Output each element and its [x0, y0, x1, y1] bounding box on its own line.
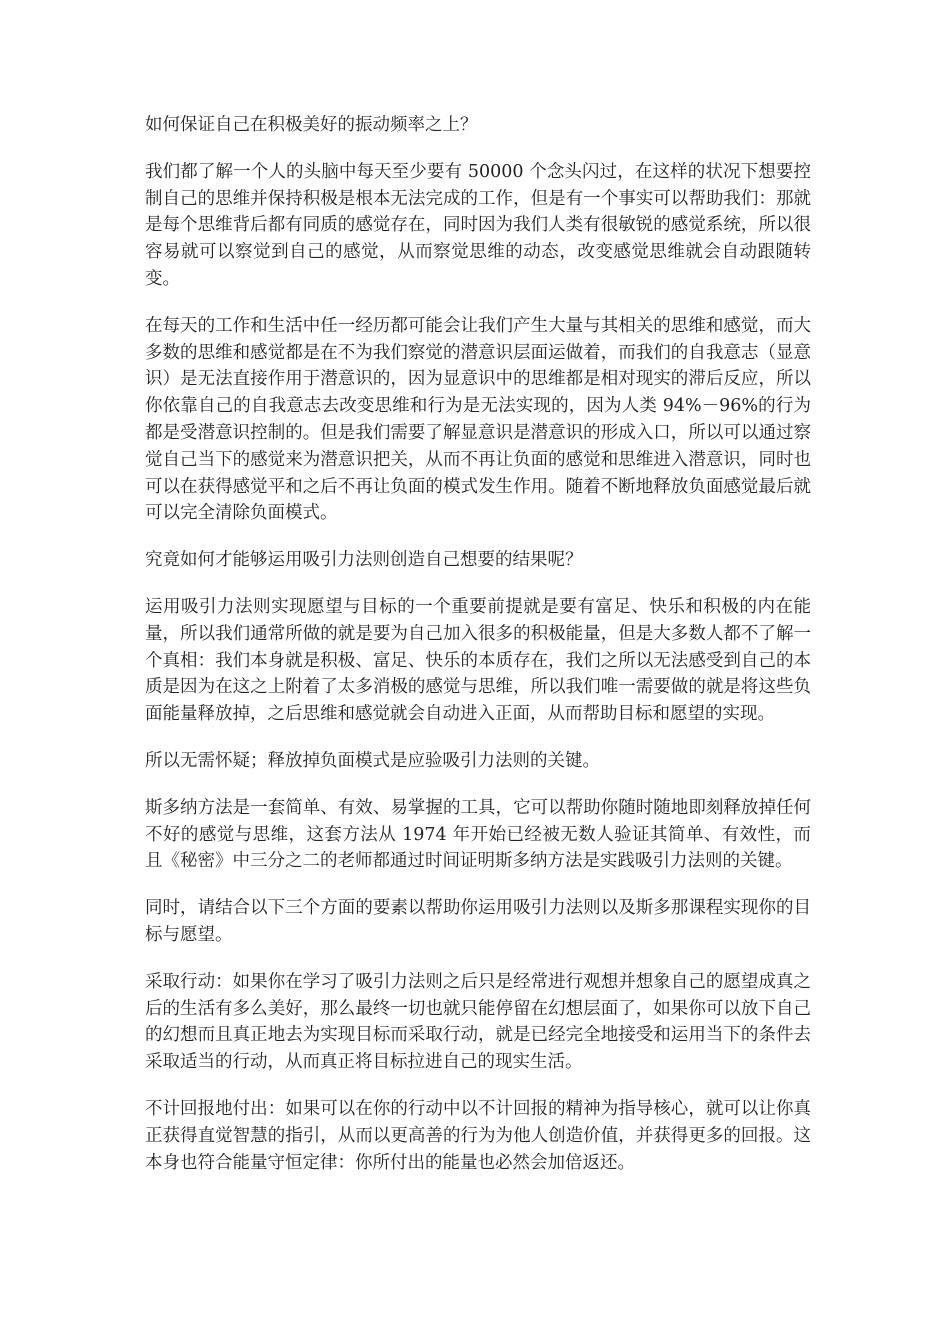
paragraph-give-unconditionally: 不计回报地付出：如果可以在你的行动中以不计回报的精神为指导核心，就可以让你真正获得直觉智慧的指引，从而以更高善的行为为他人创造价值，并获得更多的回报。这本身也符合能量守恒定律：你所付出的能量也必然会加倍返还。 — [145, 1098, 811, 1173]
question-heading-law-of-attraction: 究竟如何才能够运用吸引力法则创造自己想要的结果呢？ — [145, 550, 583, 571]
paragraph-release-key: 所以无需怀疑；释放掉负面模式是应验吸引力法则的关键。 — [145, 750, 600, 771]
paragraph-take-action: 采取行动：如果你在学习了吸引力法则之后只是经常进行观想并想象自己的愿望成真之后的生活有多么美好，那么最终一切也就只能停留在幻想层面了，如果你可以放下自己的幻想而且真正地去为实现目标而采取行动，就是已经完全地接受和运用当下的条件去采取适当的行动，从而真正将目标拉进自己的现实生活。 — [145, 971, 811, 1073]
document-body — [145, 112, 811, 1196]
paragraph-thoughts-feelings: 我们都了解一个人的头脑中每天至少要有 50000 个念头闪过，在这样的状况下想要控制自己的思维并保持积极是根本无法完成的工作，但是有一个事实可以帮助我们：那就是每个思维背后都有同质的感觉存在，同时因为我们人类有很敏锐的感觉系统，所以很容易就可以察觉到自己的感觉，从而察觉思维的动态，改变感觉思维就会自动跟随转变。 — [145, 161, 811, 289]
paragraph-subconscious: 在每天的工作和生活中任一经历都可能会让我们产生大量与其相关的思维和感觉，而大多数的思维和感觉都是在不为我们察觉的潜意识层面运做着，而我们的自我意志（显意识）是无法直接作用于潜意识的，因为显意识中的思维都是相对现实的滞后反应，所以你依靠自己的自我意志去改变思维和行为是无法实现的，因为人类 94%－96%的行为都是受潜意识控制的。但是我们需要了解显意识是潜意识的形成入口，所以可以通过察觉自己当下的感觉来为潜意识把关，从而不再让负面的感觉和思维进入潜意识，同时也可以在获得感觉平和之后不再让负面的模式发生作用。随着不断地释放负面感觉最后就可以完全清除负面模式。 — [145, 315, 811, 524]
paragraph-sedona-method: 斯多纳方法是一套简单、有效、易掌握的工具，它可以帮助你随时随地即刻释放掉任何不好的感觉与思维，这套方法从 1974 年开始已经被无数人验证其简单、有效性，而且《秘密》中三分之二的老师都通过时间证明斯多纳方法是实践吸引力法则的关键。 — [145, 797, 811, 872]
paragraph-positive-energy: 运用吸引力法则实现愿望与目标的一个重要前提就是要有富足、快乐和积极的内在能量，所以我们通常所做的就是要为自己加入很多的积极能量，但是大多数人都不了解一个真相：我们本身就是积极、富足、快乐的本质存在，我们之所以无法感受到自己的本质是因为在这之上附着了太多消极的感觉与思维，所以我们唯一需要做的就是将这些负面能量释放掉，之后思维和感觉就会自动进入正面，从而帮助目标和愿望的实现。 — [145, 596, 811, 725]
paragraph-three-elements: 同时，请结合以下三个方面的要素以帮助你运用吸引力法则以及斯多那课程实现你的目标与愿望。 — [145, 898, 811, 945]
question-heading-vibration: 如何保证自己在积极美好的振动频率之上？ — [145, 115, 478, 135]
